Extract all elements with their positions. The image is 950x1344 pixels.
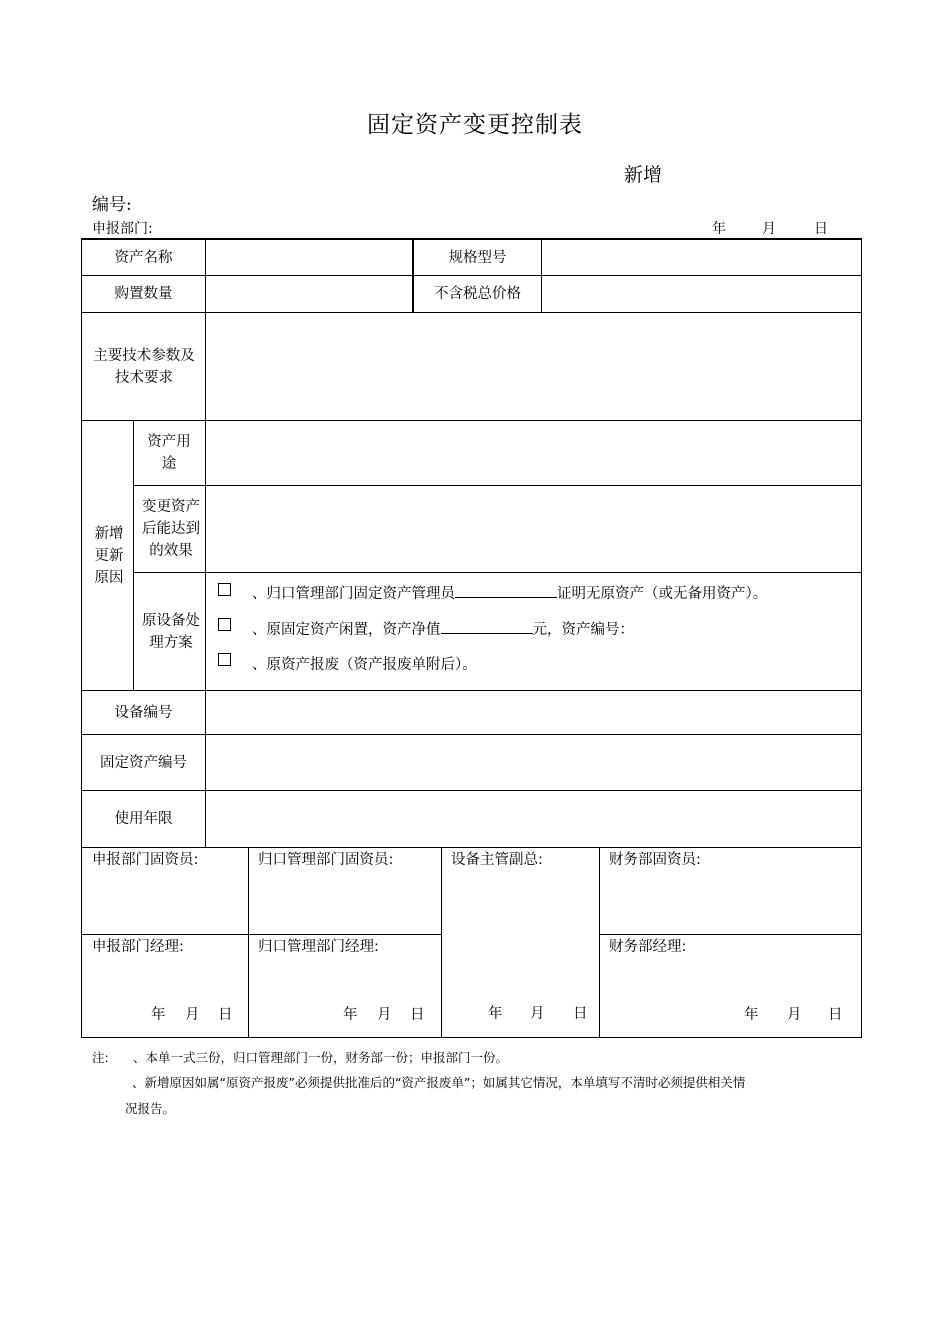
mgmt-manager-signature-label: 归口管理部门经理: <box>258 939 379 955</box>
sig1-day: 日 <box>218 1007 233 1023</box>
notes-line-3: 况报告。 <box>125 1101 176 1116</box>
equipment-no-field[interactable] <box>206 691 861 734</box>
option-3-text: 、原资产报废（资产报废单附后）。 <box>252 657 477 673</box>
sig3-year: 年 <box>488 1006 503 1022</box>
option-2-blank[interactable] <box>441 618 533 634</box>
header-day: 日 <box>814 221 828 237</box>
header-year: 年 <box>712 221 726 237</box>
notes-line-1: 、本单一式三份，归口管理部门一份，财务部一份；申报部门一份。 <box>133 1050 509 1065</box>
option-2-prefix: 、原固定资产闲置，资产净值 <box>252 622 441 638</box>
sig2-month: 月 <box>377 1007 392 1023</box>
form-subtitle: 新增 <box>624 164 663 186</box>
vp-signature-label: 设备主管副总: <box>451 852 543 868</box>
spec-model-label: 规格型号 <box>448 249 507 266</box>
finance-manager-signature-label: 财务部经理: <box>609 939 687 955</box>
asset-name-field[interactable] <box>206 240 412 275</box>
notes-label: 注: <box>92 1050 109 1065</box>
service-life-field[interactable] <box>206 791 861 847</box>
sig1-month: 月 <box>185 1007 200 1023</box>
notes-line-2: 、新增原因如属“原资产报废”必须提供批准后的“资产报废单”；如属其它情况，本单填写不清时必须提供相关情 <box>132 1075 746 1090</box>
finance-clerk-signature-label: 财务部固资员: <box>609 852 701 868</box>
serial-number-label: 编号: <box>92 195 132 215</box>
expected-effect-label: 变更资产后能达到的效果 <box>142 499 200 559</box>
fixed-asset-no-label: 固定资产编号 <box>100 754 187 771</box>
option-1-prefix: 、归口管理部门固定资产管理员 <box>252 586 455 602</box>
tech-params-label: 主要技术参数及技术要求 <box>93 347 195 386</box>
purchase-quantity-label: 购置数量 <box>114 286 173 302</box>
option-1-suffix: 证明无原资产（或无备用资产）。 <box>557 586 768 602</box>
asset-use-field[interactable] <box>206 421 861 485</box>
sig2-day: 日 <box>410 1007 425 1023</box>
sig4-year: 年 <box>744 1007 759 1023</box>
dept-manager-signature-label: 申报部门经理: <box>92 939 184 955</box>
disposal-plan-label: 原设备处理方案 <box>142 612 200 651</box>
option-1-blank[interactable] <box>455 582 557 598</box>
mgmt-clerk-signature-label: 归口管理部门固资员: <box>258 852 394 868</box>
tech-params-field[interactable] <box>206 313 861 420</box>
sig4-month: 月 <box>787 1007 802 1023</box>
expected-effect-field[interactable] <box>206 486 861 572</box>
header-month: 月 <box>762 221 776 237</box>
reason-group-label: 新增更新原因 <box>94 525 124 586</box>
option-2-text <box>252 618 634 639</box>
option-3-checkbox[interactable] <box>218 653 231 666</box>
sig3-month: 月 <box>530 1006 545 1022</box>
equipment-no-label: 设备编号 <box>114 704 173 721</box>
asset-use-label: 资产用途 <box>147 434 191 472</box>
spec-model-field[interactable] <box>542 240 861 275</box>
form-title: 固定资产变更控制表 <box>367 112 583 138</box>
price-excl-tax-field[interactable] <box>542 276 861 312</box>
fixed-asset-no-field[interactable] <box>206 735 861 790</box>
option-2-checkbox[interactable] <box>218 618 231 631</box>
sig4-day: 日 <box>828 1007 843 1023</box>
reporting-dept-label: 申报部门: <box>92 221 153 237</box>
option-1-text <box>252 582 767 603</box>
option-2-suffix: 元，资产编号： <box>532 622 634 638</box>
price-excl-tax-label: 不含税总价格 <box>434 286 521 302</box>
sig1-year: 年 <box>151 1007 166 1023</box>
service-life-label: 使用年限 <box>114 811 173 827</box>
asset-name-label: 资产名称 <box>114 249 173 266</box>
sig3-day: 日 <box>573 1006 588 1022</box>
dept-clerk-signature-label: 申报部门固资员: <box>92 852 199 868</box>
purchase-quantity-field[interactable] <box>206 276 412 312</box>
option-1-checkbox[interactable] <box>218 583 231 596</box>
sig2-year: 年 <box>343 1007 358 1023</box>
